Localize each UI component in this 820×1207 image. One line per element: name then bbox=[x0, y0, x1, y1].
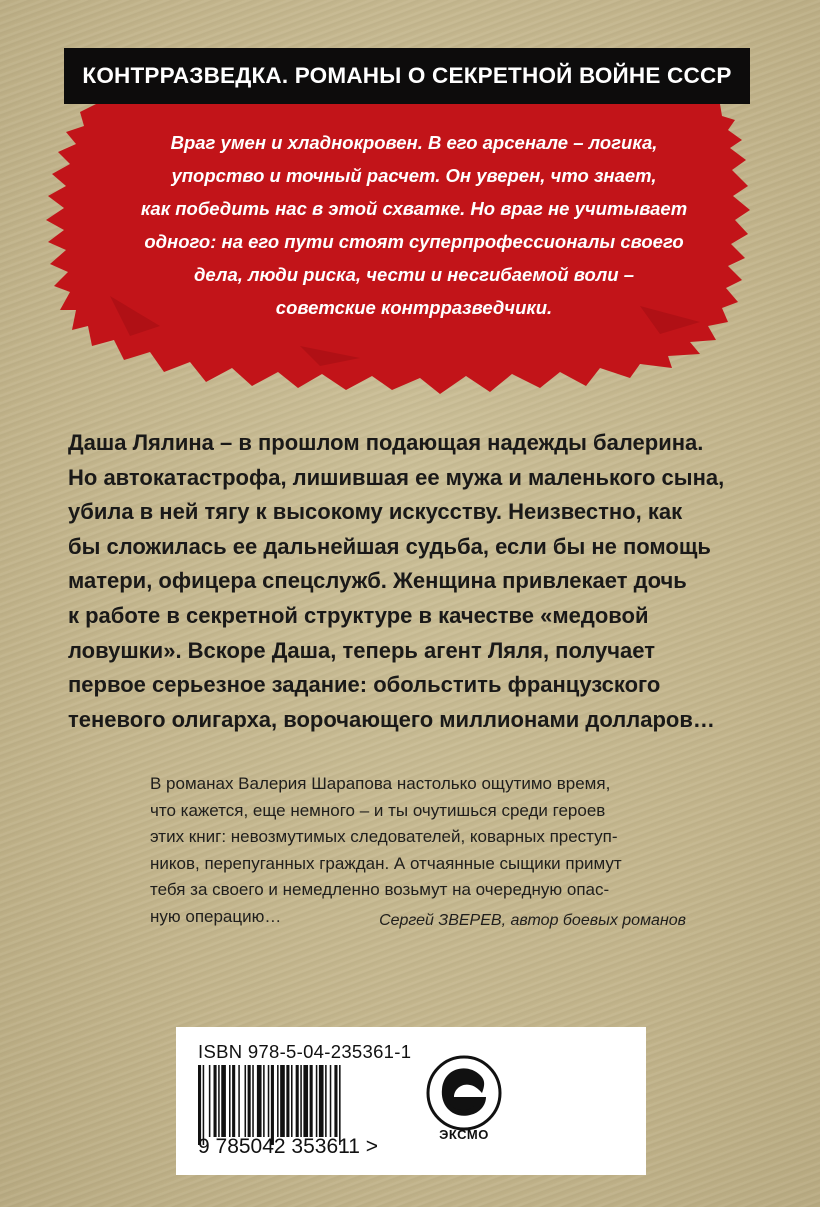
tagline-line: одного: на его пути стоят суперпрофессионалы своего bbox=[144, 231, 684, 252]
annotation-line: Но автокатастрофа, лишившая ее мужа и маленького сына, bbox=[68, 464, 725, 490]
barcode-bar bbox=[221, 1065, 226, 1137]
barcode-bar bbox=[325, 1065, 327, 1137]
annotation-line: первое серьезное задание: обольстить французского bbox=[68, 672, 661, 698]
barcode-bar bbox=[330, 1065, 332, 1137]
eksmo-logo-icon bbox=[424, 1053, 504, 1133]
barcode-bar bbox=[229, 1065, 231, 1137]
review-quote bbox=[150, 771, 710, 930]
quote-line: что кажется, еще немного – и ты очутишься среди героев bbox=[150, 800, 606, 820]
barcode-bar bbox=[198, 1065, 201, 1145]
barcode-bar bbox=[339, 1065, 341, 1145]
barcode-bar bbox=[286, 1065, 289, 1137]
barcode-bar bbox=[271, 1065, 274, 1145]
annotation-line: матери, офицера спецслужб. Женщина привлекает дочь bbox=[68, 568, 687, 594]
isbn-label: ISBN 978-5-04-235361-1 bbox=[198, 1041, 412, 1062]
barcode-bar bbox=[268, 1065, 270, 1137]
annotation-line: убила в ней тягу к высокому искусству. Неизвестно, как bbox=[68, 499, 683, 525]
tagline-line: как победить нас в этой схватке. Но враг не учитывает bbox=[140, 198, 688, 219]
barcode-bar bbox=[310, 1065, 313, 1137]
barcode-bar bbox=[232, 1065, 235, 1137]
series-title: КОНТРРАЗВЕДКА. РОМАНЫ О СЕКРЕТНОЙ ВОЙНЕ СССР bbox=[82, 63, 732, 88]
publisher-name: ЭКСМО bbox=[439, 1127, 489, 1142]
isbn-block bbox=[176, 1027, 646, 1175]
quote-line: В романах Валерия Шарапова настолько ощутимо время, bbox=[150, 774, 611, 793]
barcode-bar bbox=[245, 1065, 247, 1137]
annotation-line: ловушки». Вскоре Даша, теперь агент Ляля, получает bbox=[68, 637, 655, 663]
barcode-bar bbox=[238, 1065, 240, 1137]
annotation-line: Даша Лялина – в прошлом подающая надежды балерина. bbox=[68, 430, 704, 455]
barcode-bar bbox=[300, 1065, 302, 1137]
barcode-bar bbox=[203, 1065, 205, 1145]
barcode-digits: 9 785042 353611 > bbox=[198, 1135, 379, 1158]
barcode-bar bbox=[280, 1065, 285, 1137]
barcode bbox=[198, 1065, 398, 1185]
barcode-bar bbox=[291, 1065, 293, 1137]
barcode-bars bbox=[198, 1065, 341, 1145]
barcode-bar bbox=[257, 1065, 262, 1137]
tagline-line: дела, люди риска, чести и несгибаемой воли – bbox=[193, 264, 634, 285]
barcode-bar bbox=[277, 1065, 279, 1137]
annotation-line: теневого олигарха, ворочающего миллионами долларов… bbox=[68, 706, 715, 732]
barcode-bar bbox=[252, 1065, 254, 1137]
barcode-bar bbox=[209, 1065, 211, 1137]
barcode-bar bbox=[334, 1065, 337, 1137]
tagline-line: советские контрразведчики. bbox=[275, 297, 553, 318]
tagline-line: Враг умен и хладнокровен. В его арсенале – логика, bbox=[170, 132, 658, 153]
quote-line: этих книг: невозмутимых следователей, коварных преступ- bbox=[150, 827, 618, 846]
annotation-line: к работе в секретной структуре в качестве «медовой bbox=[68, 602, 649, 628]
quote-line: ников, перепуганных граждан. А отчаянные сыщики примут bbox=[150, 853, 622, 873]
barcode-bar bbox=[214, 1065, 217, 1137]
tagline-text bbox=[120, 126, 708, 324]
barcode-bar bbox=[319, 1065, 324, 1137]
barcode-bar bbox=[248, 1065, 251, 1137]
tagline-line: упорство и точный расчет. Он уверен, что знает, bbox=[171, 165, 657, 186]
barcode-bar bbox=[296, 1065, 299, 1137]
book-annotation bbox=[68, 426, 768, 737]
annotation-line: бы сложилась ее дальнейшая судьба, если бы не помощь bbox=[68, 533, 711, 559]
quote-author: Сергей ЗВЕРЕВ, автор боевых романов bbox=[379, 912, 686, 929]
barcode-bar bbox=[316, 1065, 318, 1137]
barcode-bar bbox=[218, 1065, 220, 1137]
quote-line: ную операцию… bbox=[150, 906, 282, 926]
quote-line: тебя за своего и немедленно возьмут на очередную опас- bbox=[150, 880, 610, 899]
barcode-bar bbox=[303, 1065, 308, 1137]
barcode-bar bbox=[263, 1065, 265, 1137]
